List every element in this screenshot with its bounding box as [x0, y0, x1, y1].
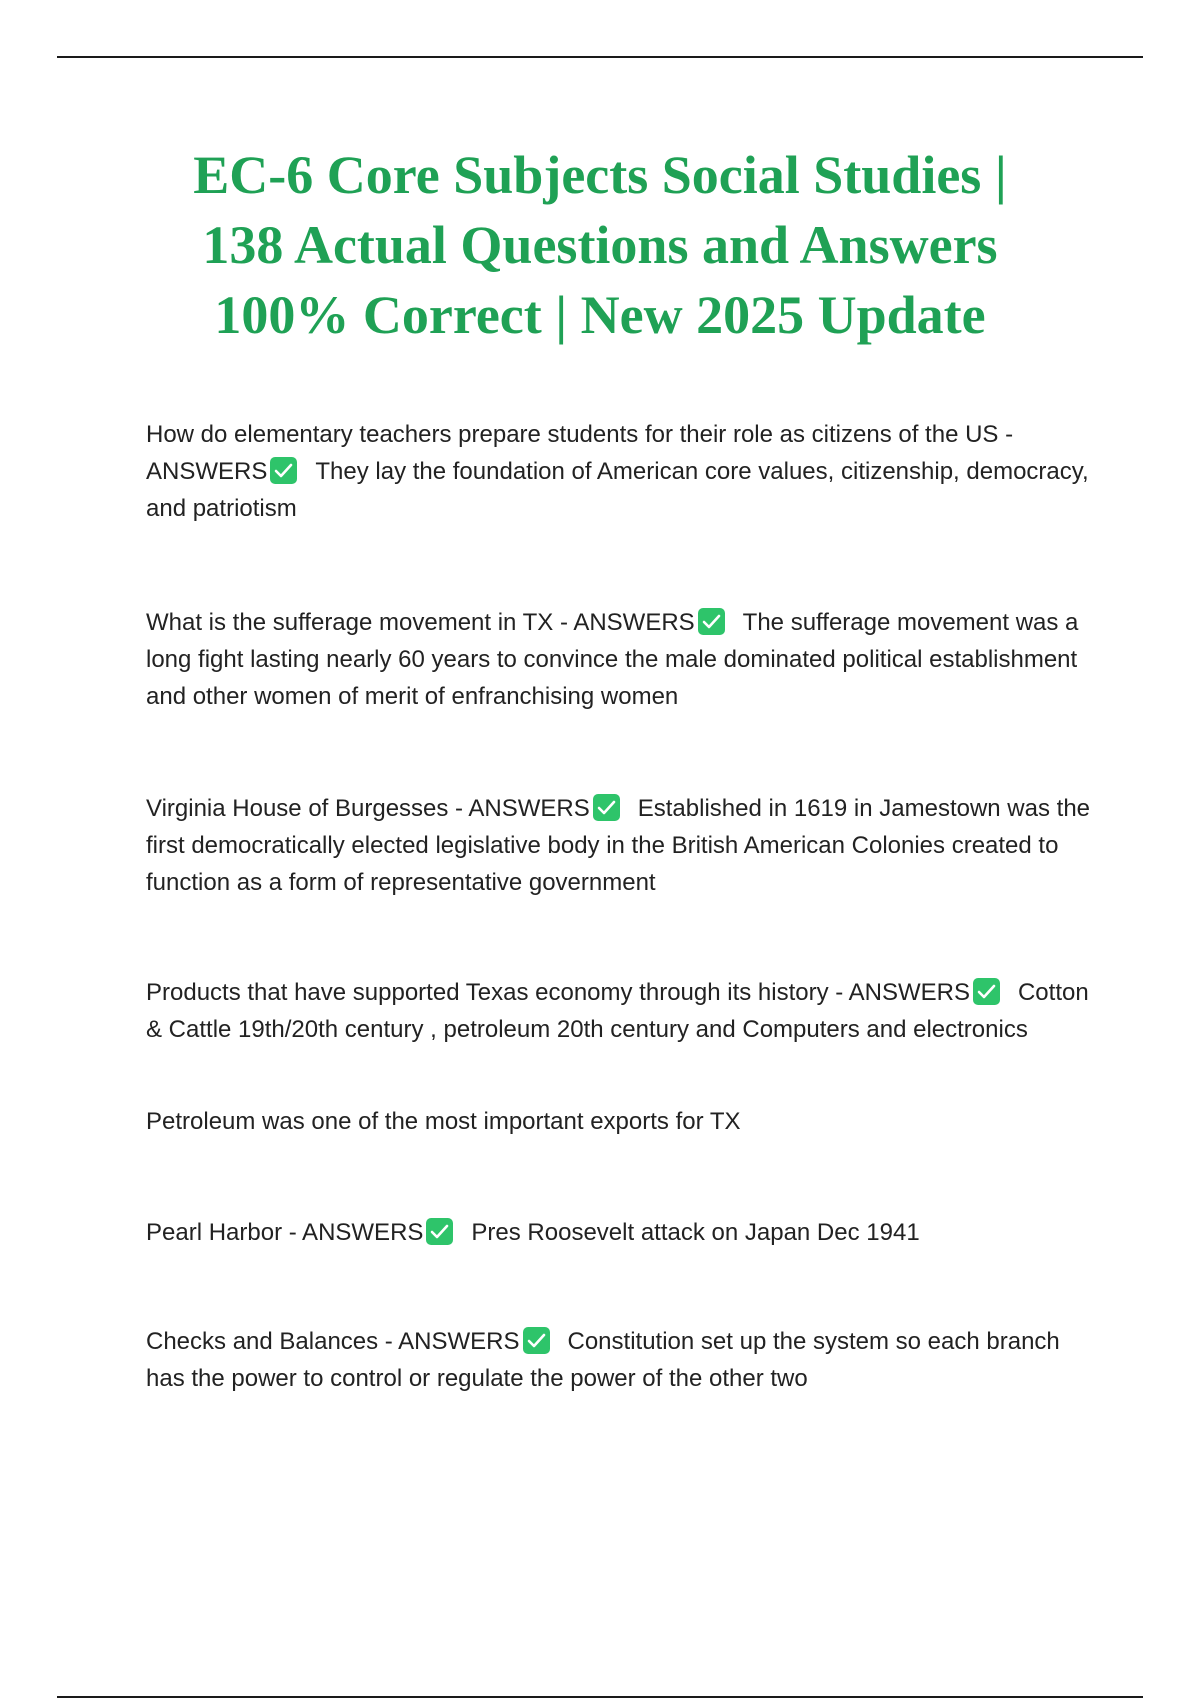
qa-item — [146, 604, 1096, 715]
qa-item — [146, 790, 1096, 901]
qa-item-extra: Petroleum was one of the most important exports for TX — [146, 1108, 741, 1135]
check-box-icon — [426, 1218, 453, 1245]
qa-item — [146, 974, 1096, 1048]
qa-item — [146, 1323, 1096, 1397]
check-box-icon — [593, 794, 620, 821]
title-line-3: 100% Correct | New 2025 Update — [214, 285, 986, 345]
top-divider — [57, 56, 1143, 58]
document-title — [100, 140, 1100, 350]
check-box-icon — [270, 457, 297, 484]
answer-text: Constitution set up the system so each branch has the power to control or regulate the power of the other two — [146, 1328, 1060, 1392]
question-text: Virginia House of Burgesses - ANSWERS — [146, 795, 590, 822]
answer-text: The sufferage movement was a long fight lasting nearly 60 years to convince the male dominated political establishment and other women of merit of enfranchising women — [146, 609, 1079, 710]
title-line-2: 138 Actual Questions and Answers — [202, 215, 998, 275]
qa-item — [146, 416, 1096, 527]
question-text: Checks and Balances - ANSWERS — [146, 1328, 520, 1355]
answer-text: Pres Roosevelt attack on Japan Dec 1941 — [471, 1219, 920, 1246]
check-box-icon — [973, 978, 1000, 1005]
title-line-1: EC-6 Core Subjects Social Studies | — [193, 145, 1007, 205]
bottom-divider — [57, 1696, 1143, 1698]
question-text: What is the sufferage movement in TX - ANSWERS — [146, 609, 695, 636]
question-text: How do elementary teachers prepare students for their role as citizens of the US - ANSWERS — [146, 421, 1014, 485]
answer-text: Cotton & Cattle 19th/20th century , petroleum 20th century and Computers and electronics — [146, 979, 1089, 1043]
question-text: Pearl Harbor - ANSWERS — [146, 1219, 424, 1246]
answer-text: Established in 1619 in Jamestown was the first democratically elected legislative body in the British American Colonies created to function as a form of representative government — [146, 795, 1091, 896]
question-text: Products that have supported Texas economy through its history - ANSWERS — [146, 979, 970, 1006]
qa-item — [146, 1214, 1096, 1251]
check-box-icon — [523, 1327, 550, 1354]
check-box-icon — [698, 608, 725, 635]
answer-text: They lay the foundation of American core values, citizenship, democracy, and patriotism — [146, 458, 1089, 522]
